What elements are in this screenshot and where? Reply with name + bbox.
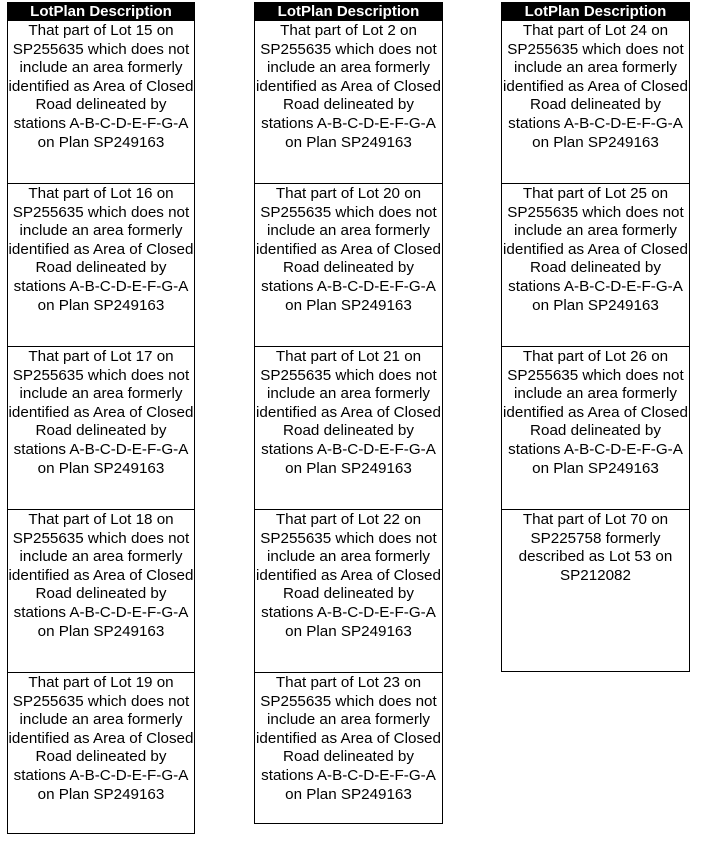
- table-cell: That part of Lot 23 on SP255635 which does not include an area formerly identified as Area of Closed Road delineated by stations A-B-C-D-E-F-G-A on Plan SP249163: [255, 672, 442, 835]
- table-cell: That part of Lot 70 on SP225758 formerly described as Lot 53 on SP212082: [502, 509, 689, 672]
- table-cell: That part of Lot 19 on SP255635 which does not include an area formerly identified as Area of Closed Road delineated by stations A-B-C-D-E-F-G-A on Plan SP249163: [8, 672, 194, 835]
- table-cell: That part of Lot 26 on SP255635 which does not include an area formerly identified as Area of Closed Road delineated by stations A-B-C-D-E-F-G-A on Plan SP249163: [502, 346, 689, 509]
- table-cell: That part of Lot 18 on SP255635 which does not include an area formerly identified as Area of Closed Road delineated by stations A-B-C-D-E-F-G-A on Plan SP249163: [8, 509, 194, 672]
- table-cell: That part of Lot 2 on SP255635 which does not include an area formerly identified as Area of Closed Road delineated by stations A-B-C-D-E-F-G-A on Plan SP249163: [255, 20, 442, 183]
- table-cell: That part of Lot 24 on SP255635 which does not include an area formerly identified as Area of Closed Road delineated by stations A-B-C-D-E-F-G-A on Plan SP249163: [502, 20, 689, 183]
- column-header: LotPlan Description: [255, 3, 442, 20]
- lotplan-column-2: [254, 2, 443, 824]
- table-cell: That part of Lot 25 on SP255635 which does not include an area formerly identified as Area of Closed Road delineated by stations A-B-C-D-E-F-G-A on Plan SP249163: [502, 183, 689, 346]
- table-cell: That part of Lot 17 on SP255635 which does not include an area formerly identified as Area of Closed Road delineated by stations A-B-C-D-E-F-G-A on Plan SP249163: [8, 346, 194, 509]
- lotplan-column-3: [501, 2, 690, 672]
- table-cell: That part of Lot 15 on SP255635 which does not include an area formerly identified as Area of Closed Road delineated by stations A-B-C-D-E-F-G-A on Plan SP249163: [8, 20, 194, 183]
- column-header: LotPlan Description: [502, 3, 689, 20]
- column-header: LotPlan Description: [8, 3, 194, 20]
- table-cell: That part of Lot 22 on SP255635 which does not include an area formerly identified as Area of Closed Road delineated by stations A-B-C-D-E-F-G-A on Plan SP249163: [255, 509, 442, 672]
- lotplan-column-1: [7, 2, 195, 834]
- table-cell: That part of Lot 20 on SP255635 which does not include an area formerly identified as Area of Closed Road delineated by stations A-B-C-D-E-F-G-A on Plan SP249163: [255, 183, 442, 346]
- table-cell: That part of Lot 16 on SP255635 which does not include an area formerly identified as Area of Closed Road delineated by stations A-B-C-D-E-F-G-A on Plan SP249163: [8, 183, 194, 346]
- table-cell: That part of Lot 21 on SP255635 which does not include an area formerly identified as Area of Closed Road delineated by stations A-B-C-D-E-F-G-A on Plan SP249163: [255, 346, 442, 509]
